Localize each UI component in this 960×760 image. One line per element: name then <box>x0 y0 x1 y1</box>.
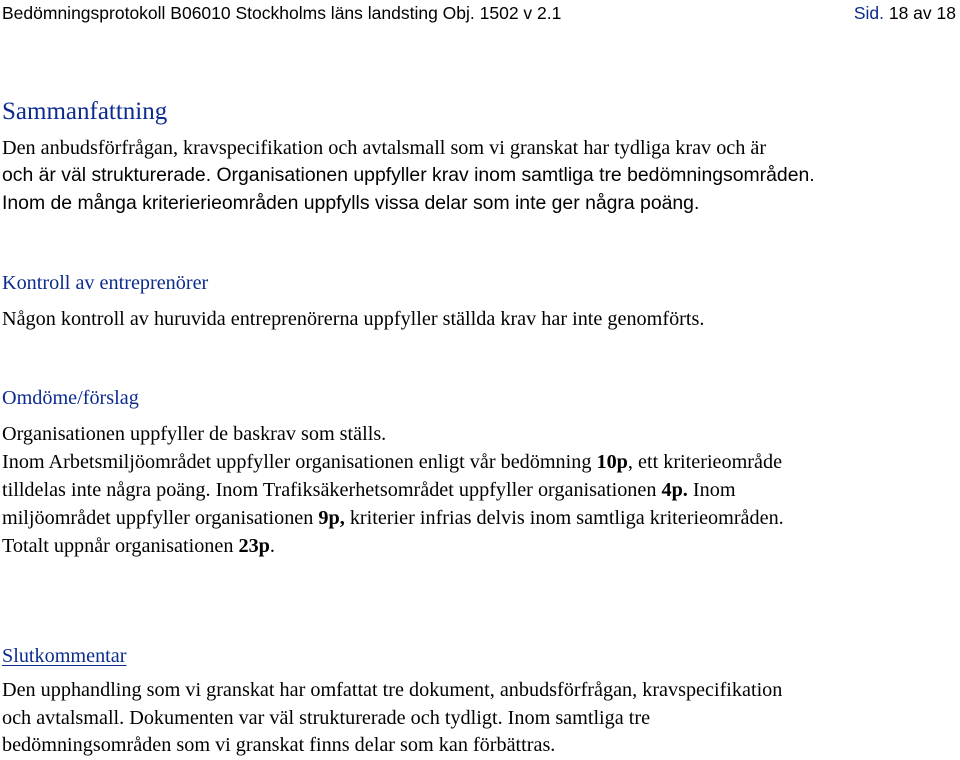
assessment-line-3 <box>2 477 958 504</box>
page-label: Sid. <box>853 3 884 23</box>
assessment-line-3-end: Inom <box>687 479 736 501</box>
assessment-line-4-end: kriterier infrias delvis inom samtliga kriterieområden. <box>344 507 784 529</box>
summary-line-3: Inom de många kriterierieområden uppfylls vissa delar som inte ger några poäng. <box>2 192 700 214</box>
assessment-heading: Omdöme/förslag <box>2 387 139 409</box>
score-environment: 9p, <box>318 507 345 529</box>
control-heading: Kontroll av entreprenörer <box>2 272 209 294</box>
score-work-environment: 10p <box>596 451 628 473</box>
final-comment-line-1: Den upphandling som vi granskat har omfattat tre dokument, anbudsförfrågan, kravspecifikation <box>2 679 783 701</box>
summary-line-1: Den anbudsförfrågan, kravspecifikation och avtalsmall som vi granskat har tydliga krav och är <box>2 137 767 159</box>
control-text: Någon kontroll av huruvida entreprenörerna uppfyller ställda krav har inte genomförts. <box>2 308 705 330</box>
assessment-line-5 <box>2 533 958 560</box>
score-total: 23p <box>238 535 270 557</box>
assessment-line-1: Organisationen uppfyller de baskrav som ställs. <box>2 423 387 445</box>
page-indicator <box>854 0 956 26</box>
assessment-line-5-text: Totalt uppnår organisationen <box>2 535 239 557</box>
assessment-line-4-text: miljöområdet uppfyller organisationen <box>2 507 319 529</box>
assessment-line-3-text: tilldelas inte några poäng. Inom Trafiksäkerhetsområdet uppfyller organisationen <box>2 479 662 501</box>
assessment-line-5-end: . <box>269 535 275 557</box>
summary-line-2: och är väl strukturerade. Organisationen uppfyller krav inom samtliga tre bedömningsområden. <box>2 164 815 186</box>
assessment-line-2 <box>2 449 958 476</box>
final-comment-heading: Slutkommentar <box>2 645 127 667</box>
document-title: Bedömningsprotokoll B06010 Stockholms läns landsting Obj. 1502 v 2.1 <box>2 3 562 23</box>
page-header <box>2 0 956 26</box>
final-comment-line-2: och avtalsmall. Dokumenten var väl strukturerade och tydligt. Inom samtliga tre <box>2 707 651 729</box>
summary-heading: Sammanfattning <box>2 98 168 125</box>
assessment-line-2-text: Inom Arbetsmiljöområdet uppfyller organisationen enligt vår bedömning <box>2 451 597 473</box>
page-number: 18 av 18 <box>888 3 956 23</box>
final-comment-line-3: bedömningsområden som vi granskat finns delar som kan förbättras. <box>2 734 556 756</box>
assessment-line-4 <box>2 505 958 532</box>
score-traffic-safety: 4p. <box>661 479 688 501</box>
assessment-line-2-end: , ett kriterieområde <box>627 451 783 473</box>
